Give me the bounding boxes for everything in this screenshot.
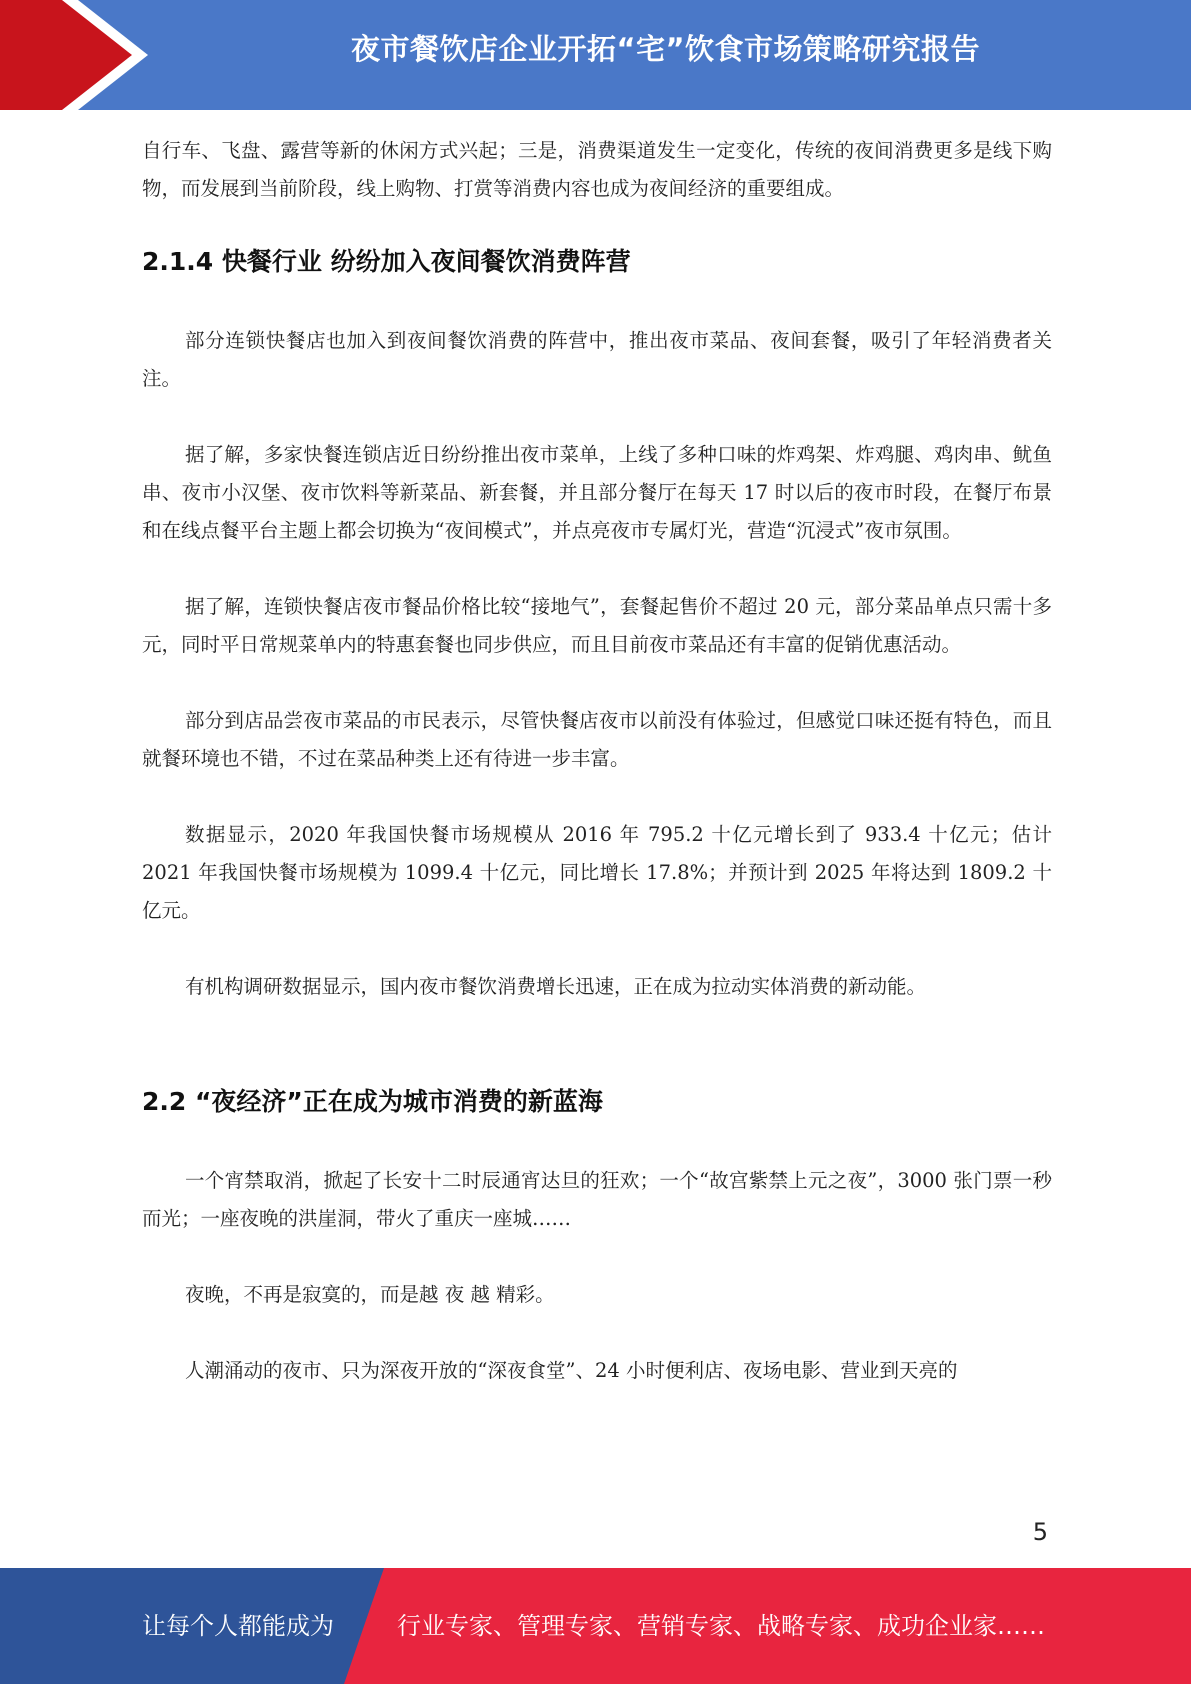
page-number: 5 xyxy=(1032,1518,1048,1546)
paragraph: 据了解，多家快餐连锁店近日纷纷推出夜市菜单，上线了多种口味的炸鸡架、炸鸡腿、鸡肉串、鱿鱼串、夜市小汉堡、夜市饮料等新菜品、新套餐，并且部分餐厅在每天 17 时以后的夜市时段，在餐厅布景和在线点餐平台主题上都会切换为“夜间模式”，并点亮夜市专属灯光，营造“沉浸式”夜市氛围。 xyxy=(142,443,1052,542)
footer-slogan-left: 让每个人都能成为 xyxy=(142,1612,334,1640)
paragraph: 一个宵禁取消，掀起了长安十二时辰通宵达旦的狂欢；一个“故宫紫禁上元之夜”，3000 张门票一秒而光；一座夜晚的洪崖洞，带火了重庆一座城…… xyxy=(142,1169,1052,1230)
paragraph: 部分连锁快餐店也加入到夜间餐饮消费的阵营中，推出夜市菜品、夜间套餐，吸引了年轻消费者关注。 xyxy=(142,329,1052,390)
paragraph: 数据显示，2020 年我国快餐市场规模从 2016 年 795.2 十亿元增长到了 933.4 十亿元；估计 2021 年我国快餐市场规模为 1099.4 十亿元，同比增长 17.8%；并预计到 2025 年将达到 1809.2 十亿元。 xyxy=(142,823,1052,922)
paragraph: 据了解，连锁快餐店夜市餐品价格比较“接地气”，套餐起售价不超过 20 元，部分菜品单点只需十多元，同时平日常规菜单内的特惠套餐也同步供应，而且目前夜市菜品还有丰富的促销优惠活动。 xyxy=(142,595,1052,656)
document-body xyxy=(142,132,1052,1390)
page-footer xyxy=(0,1568,1191,1684)
section-heading-2-2: 2.2 “夜经济”正在成为城市消费的新蓝海 xyxy=(142,1087,603,1116)
header-title: 夜市餐饮店企业开拓“宅”饮食市场策略研究报告 xyxy=(350,32,981,66)
paragraph: 人潮涌动的夜市、只为深夜开放的“深夜食堂”、24 小时便利店、夜场电影、营业到天亮的 xyxy=(185,1359,958,1382)
section-heading-2-1-4: 2.1.4 快餐行业 纷纷加入夜间餐饮消费阵营 xyxy=(142,247,631,276)
footer-slogan-right: 行业专家、管理专家、营销专家、战略专家、成功企业家…… xyxy=(397,1612,1045,1640)
page-header xyxy=(0,0,1191,110)
paragraph: 部分到店品尝夜市菜品的市民表示，尽管快餐店夜市以前没有体验过，但感觉口味还挺有特色，而且就餐环境也不错，不过在菜品种类上还有待进一步丰富。 xyxy=(142,709,1052,770)
paragraph: 夜晚，不再是寂寞的，而是越 夜 越 精彩。 xyxy=(185,1283,555,1306)
paragraph: 有机构调研数据显示，国内夜市餐饮消费增长迅速，正在成为拉动实体消费的新动能。 xyxy=(185,975,927,998)
paragraph-continued: 自行车、飞盘、露营等新的休闲方式兴起；三是，消费渠道发生一定变化，传统的夜间消费更多是线下购物，而发展到当前阶段，线上购物、打赏等消费内容也成为夜间经济的重要组成。 xyxy=(142,139,1052,200)
